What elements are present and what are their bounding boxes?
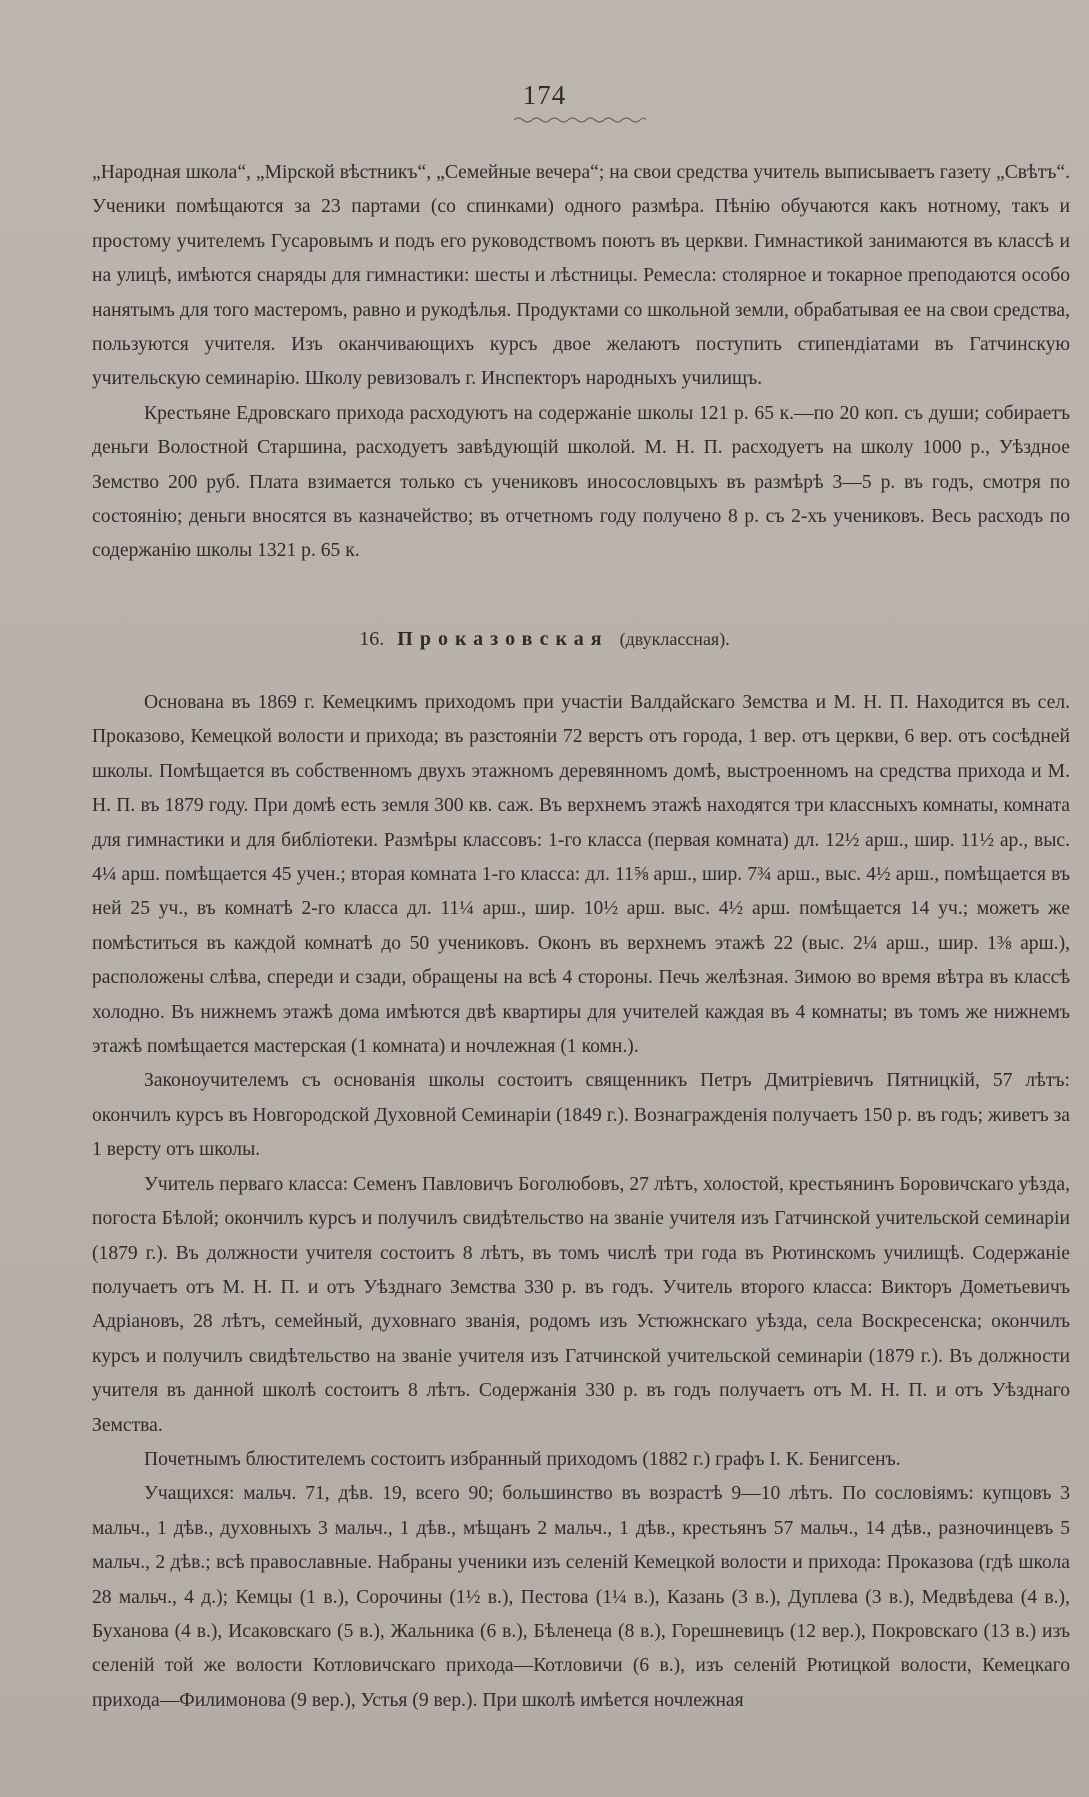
heading-number: 16. — [359, 628, 385, 650]
paragraph-equipment: „Народная школа“, „Мірской вѣстникъ“, „Семейные вечера“; на свои средства учитель выписываетъ газету „Свѣтъ“. Ученики помѣщаются за 23 партами (со спинками) одного размѣра. Пѣнію обучаются какъ нотному, такъ и простому учителемъ Гусаровымъ и подъ его руководствомъ поютъ въ церкви. Гимнастикой занимаются въ классѣ и на улицѣ, имѣются снаряды для гимнастики: шесты и лѣстницы. Ремесла: столярное и токарное преподаются особо нанятымъ для того мастеромъ, равно и рукодѣлья. Продуктами со школьной земли, обрабатывая ее на свои средства, пользуются учителя. Изъ оканчивающихъ курсъ двое желаютъ поступить стипендіатами въ Гатчинскую учительскую семинарію. Школу ревизовалъ г. Инспекторъ народныхъ училищъ. — [92, 162, 1070, 390]
section-previous-school — [92, 156, 1070, 569]
section-prokazovskaya — [92, 686, 1070, 1718]
section-heading — [0, 628, 1089, 651]
heading-school-name: Проказовская — [397, 628, 609, 650]
paragraph-religion-teacher: Законоучителемъ съ основанія школы состоитъ священникъ Петръ Дмитріевичъ Пятницкій, 57 лѣтъ: окончилъ курсъ въ Новгородской Духовной Семинаріи (1849 г.). Вознагражденія получаетъ 150 р. въ годъ; живетъ за 1 версту отъ школы. — [92, 1070, 1070, 1161]
paragraph-students: Учащихся: мальч. 71, дѣв. 19, всего 90; большинство въ возрастѣ 9—10 лѣтъ. По сословіямъ: купцовъ 3 мальч., 1 дѣв., духовныхъ 3 мальч., 1 дѣв., мѣщанъ 2 мальч., 1 дѣв., крестьянъ 57 мальч., 14 дѣв., разночинцевъ 5 мальч., 2 дѣв.; всѣ православные. Набраны ученики изъ селеній Кемецкой волости и прихода: Проказова (гдѣ школа 28 мальч., 4 д.); Кемцы (1 в.), Сорочины (1½ в.), Пестова (1¼ в.), Казань (3 в.), Дуплева (3 в.), Медвѣдева (4 в.), Буханова (4 в.), Исаковскаго (5 в.), Жальника (6 в.), Бѣленеца (8 в.), Горешневицъ (12 вер.), Покровскаго (13 в.) изъ селеній той же волости Котловичскаго прихода—Котловичи (6 в.), изъ селеній Рютицкой волости, Кемецкаго прихода—Филимонова (9 вер.), Устья (9 вер.). При школѣ имѣется ночлежная — [92, 1483, 1070, 1711]
heading-subtitle: (двуклассная). — [619, 629, 730, 649]
page-number: 174 — [522, 80, 567, 110]
page-number-ornament — [514, 116, 646, 124]
paragraph-teachers: Учитель перваго класса: Семенъ Павловичъ Боголюбовъ, 27 лѣтъ, холостой, крестьянинъ Боровичскаго уѣзда, погоста Бѣлой; окончилъ курсъ и получилъ свидѣтельство на званіе учителя изъ Гатчинской учительской семинаріи (1879 г.). Въ должности учителя состоитъ 8 лѣтъ, въ томъ числѣ три года въ Рютинскомъ училищѣ. Содержаніе получаетъ отъ М. Н. П. и отъ Уѣзднаго Земства 330 р. въ годъ. Учитель второго класса: Викторъ Дометьевичъ Адріановъ, 28 лѣтъ, семейный, духовнаго званія, родомъ изъ Устюжнскаго уѣзда, села Воскресенска; окончилъ курсъ и получилъ свидѣтельство на званіе учителя изъ Гатчинской учительской семинаріи (1879 г.). Въ должности учителя въ данной школѣ состоитъ 8 лѣтъ. Содержанія 330 р. въ годъ получаетъ отъ М. Н. П. и отъ Уѣзднаго Земства. — [92, 1173, 1070, 1436]
paragraph-trustee: Почетнымъ блюстителемъ состоитъ избранный приходомъ (1882 г.) графъ І. К. Бенигсенъ. — [144, 1448, 901, 1470]
paragraph-foundation: Основана въ 1869 г. Кемецкимъ приходомъ при участіи Валдайскаго Земства и М. Н. П. Находится въ сел. Проказово, Кемецкой волости и прихода; въ разстояніи 72 верстъ отъ города, 1 вер. отъ церкви, 6 вер. отъ сосѣдней школы. Помѣщается въ собственномъ двухъ этажномъ деревянномъ домѣ, выстроенномъ на средства прихода и М. Н. П. въ 1879 году. При домѣ есть земля 300 кв. саж. Въ верхнемъ этажѣ находятся три классныхъ комнаты, комната для гимнастики и для библіотеки. Размѣры классовъ: 1-го класса (первая комната) дл. 12½ арш., шир. 11½ ар., выс. 4¼ арш. помѣщается 45 учен.; вторая комната 1-го класса: дл. 11⅝ арш., шир. 7¾ арш., выс. 4½ арш., помѣщается въ ней 25 уч., въ комнатѣ 2-го класса дл. 11¼ арш., шир. 10½ арш. выс. 4½ арш. помѣщается 14 уч.; можетъ же помѣститься въ каждой комнатѣ до 50 учениковъ. Оконъ въ верхнемъ этажѣ 22 (выс. 2¼ арш., шир. 1⅜ арш.), расположены слѣва, спереди и сзади, обращены на всѣ 4 стороны. Печь желѣзная. Зимою во время вѣтра въ классѣ холодно. Въ нижнемъ этажѣ дома имѣются двѣ квартиры для учителей каждая въ 4 комнаты; въ томъ же нижнемъ этажѣ помѣщается мастерская (1 комната) и ночлежная (1 комн.). — [92, 692, 1070, 1058]
paragraph-finances: Крестьяне Едровскаго прихода расходуютъ на содержаніе школы 121 р. 65 к.—по 20 коп. съ души; собираетъ деньги Волостной Старшина, расходуетъ завѣдующій школой. М. Н. П. расходуетъ на школу 1000 р., Уѣздное Земство 200 руб. Плата взимается только съ учениковъ иносословцыхъ въ размѣрѣ 3—5 р. въ годъ, смотря по состоянію; деньги вносятся въ казначейство; въ отчетномъ году получено 8 р. съ 2-хъ учениковъ. Весь расходъ по содержанію школы 1321 р. 65 к. — [92, 402, 1070, 562]
